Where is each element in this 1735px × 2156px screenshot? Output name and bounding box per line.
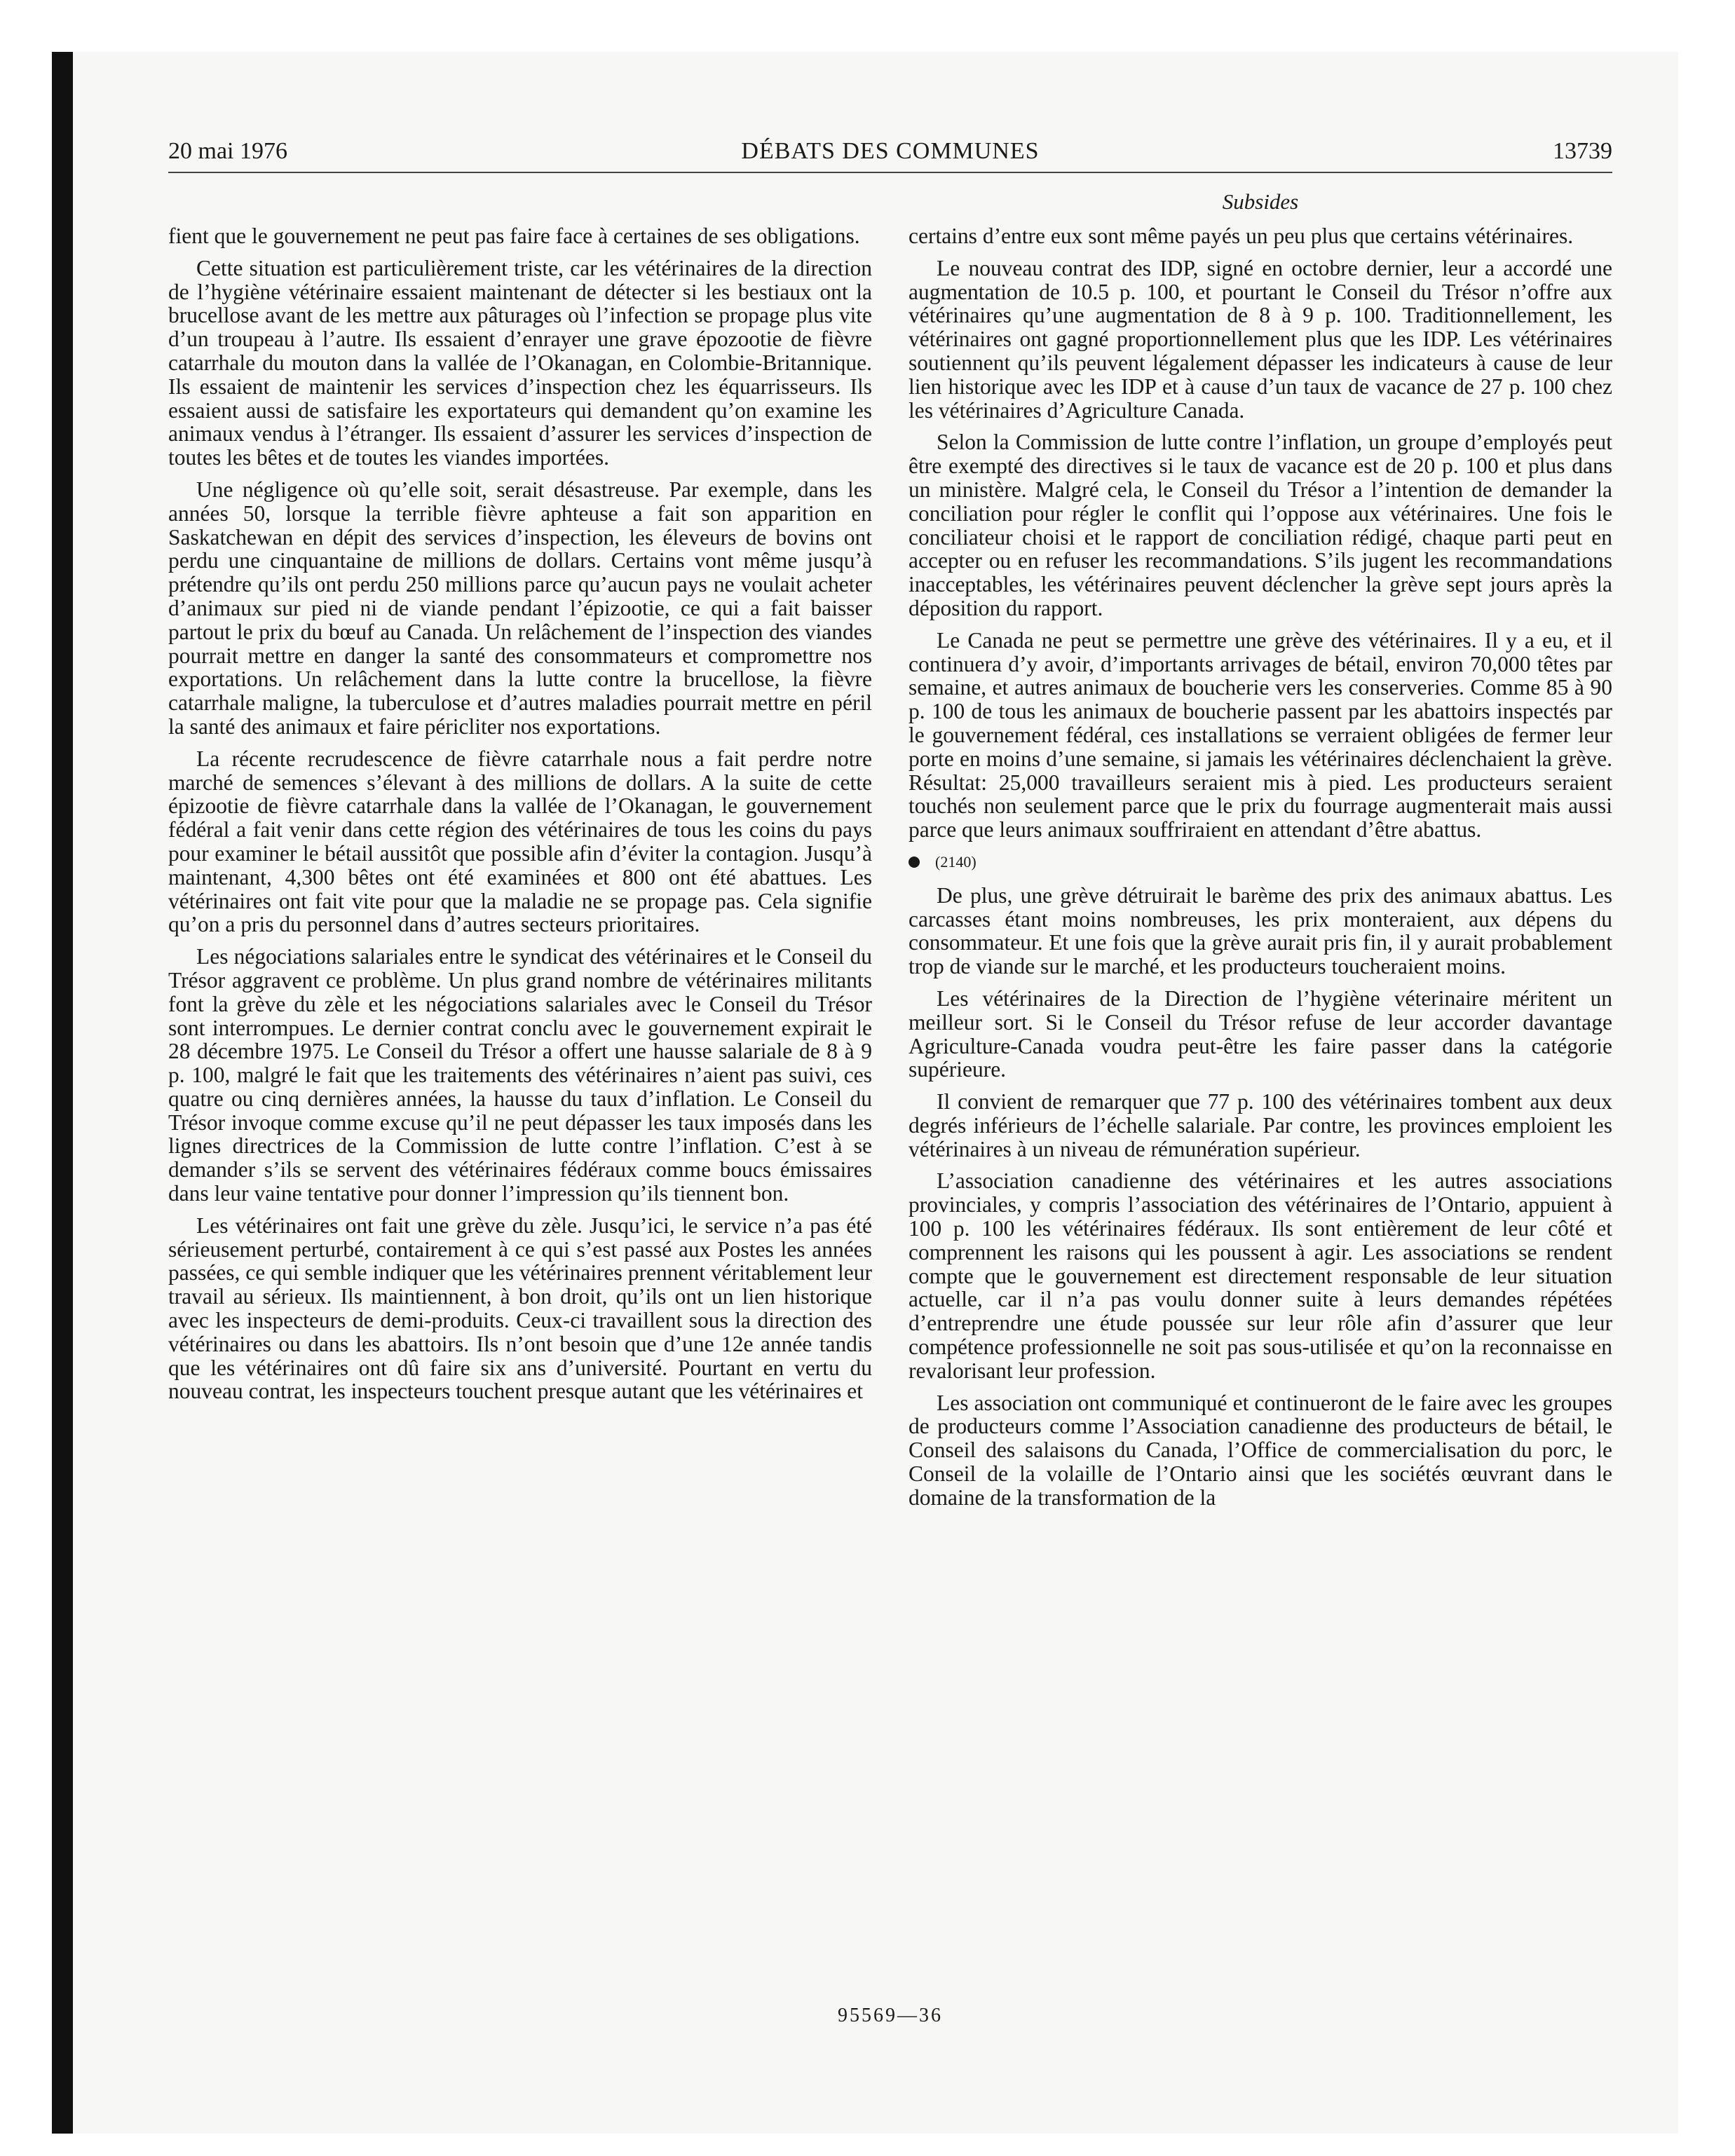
paragraph: Les vétérinaires de la Direction de l’hygiène véterinaire méritent un meilleur sort. Si le Conseil du Trésor refuse de leur accorder davantage Agriculture-Canada voudra peut-être les faire passer dans la catégorie supérieure. — [909, 985, 1612, 1082]
paragraph: Le nouveau contrat des IDP, signé en octobre dernier, leur a accordé une augmentation de 10.5 p. 100, et pourtant le Conseil du Trésor n’offre aux vétérinaires qu’une augmentation de 8 à 9 p. 100. Traditionnellement, les vétérinaires ont gagné proportionnellement plus que les IDP. Les vétérinaires soutiennent qu’ils peuvent légalement dépasser les indicateurs à cause de leur lien historique avec les IDP et à cause d’un taux de vacance de 27 p. 100 chez les vétérinaires d’Agriculture Canada. — [909, 255, 1612, 423]
paragraph: Les association ont communiqué et continueront de le faire avec les groupes de producteurs comme l’Association canadienne des producteurs de bétail, le Conseil des salaisons du Canada, l’Office de commercialisation du porc, le Conseil de la volaille de l’Ontario ainsi que les sociétés œuvrant dans le domaine de la transformation de la — [909, 1390, 1612, 1510]
paragraph: L’association canadienne des vétérinaires et les autres associations provinciales, y compris l’association des vétérinaires de l’Ontario, appuient à 100 p. 100 les vétérinaires fédéraux. Ils sont entièrement de leur côté et comprennent les raisons qui les poussent à agir. Les associations se rendent compte que le gouvernement est directement responsable de leur situation actuelle, car il n’a pas voulu donner suite à leurs demandes répétées d’entreprendre une étude poussée sur leur rôle afin d’assurer que leur compétence professionnelle ne soit pas sous-utilisée et qu’on la reconnaisse en revalorisant leur profession. — [909, 1168, 1612, 1383]
paragraph: Selon la Commission de lutte contre l’inflation, un groupe d’employés peut être exempté des directives si le taux de vacance est de 20 p. 100 et plus dans un ministère. Malgré cela, le Conseil du Trésor a l’intention de demander la conciliation pour régler le conflit qui l’oppose aux vétérinaires. Une fois le conciliateur choisi et le rapport de conciliation rédigé, chaque parti peut en accepter ou en refuser les recommandations. S’ils jugent les recommandations inacceptables, les vétérinaires peuvent déclencher la grève sept jours après la déposition du rapport. — [909, 430, 1612, 620]
header-rule — [168, 172, 1612, 173]
paragraph: Il convient de remarquer que 77 p. 100 des vétérinaires tombent aux deux degrés inférieurs de l’échelle salariale. Par contre, les provinces emploient les vétérinaires à un niveau de rémunération supérieur. — [909, 1089, 1612, 1161]
left-column — [168, 224, 872, 1412]
paragraph: Une négligence où qu’elle soit, serait désastreuse. Par exemple, dans les années 50, lorsque la terrible fièvre aphteuse a fait son apparition en Saskatchewan en dépit des services d’inspection, les éleveurs de bovins ont perdu une cinquantaine de millions de dollars. Certains vont même jusqu’à prétendre qu’ils ont perdu 250 millions parce qu’aucun pays ne voulait acheter d’animaux sur pied ni de viande pendant l’épizootie, ce qui a fait baisser partout le prix du bœuf au Canada. Un relâchement de l’inspection des viandes pourrait mettre en danger la santé des consommateurs et compromettre nos exportations. Un relâchement dans la lutte contre la brucellose, la fièvre catarrhale maligne, la tuberculose et d’autres maladies pourrait mettre en péril la santé des animaux et faire péricliter nos exportations. — [168, 477, 872, 739]
paragraph: Les vétérinaires ont fait une grève du zèle. Jusqu’ici, le service n’a pas été sérieusement perturbé, contairement à ce qui s’est passé aux Postes les années passées, ce qui semble indiquer que les vétérinaires prennent véritablement leur travail au sérieux. Ils maintiennent, à bon droit, qu’ils ont un lien historique avec les inspecteurs de demi-produits. Ceux-ci travaillent sous la direction des vétérinaires ou dans les abattoirs. Ils n’ont besoin que d’une 12e année tandis que les vétérinaires ont dû faire six ans d’université. Pourtant en vertu du nouveau contrat, les inspecteurs touchent presque autant que les vétérinaires et — [168, 1213, 872, 1404]
time-marker-label: (2140) — [935, 852, 977, 871]
header-date: 20 mai 1976 — [168, 138, 287, 164]
paragraph: certains d’entre eux sont même payés un peu plus que certains vétérinaires. — [909, 224, 1574, 248]
section-heading: Subsides — [1222, 189, 1299, 214]
running-header — [168, 133, 1612, 170]
paragraph: Cette situation est particulièrement triste, car les vétérinaires de la direction de l’hygiène vétérinaire essaient maintenant de détecter si les bestiaux ont la brucellose avant de les mettre aux pâturages où l’infection se propage plus vite d’un troupeau à l’autre. Ils essaient d’enrayer une grave épozootie de fièvre catarrhale du mouton dans la vallée de l’Okanagan, en Colombie-Britannique. Ils essaient de maintenir les services d’inspection chez les équarrisseurs. Ils essaient aussi de satisfaire les exportateurs qui demandent qu’on examine les animaux vendus à l’étranger. Ils essaient d’assurer les services d’inspection de toutes les bêtes et de toutes les viandes importées. — [168, 255, 872, 470]
binding-edge — [52, 52, 73, 2134]
header-page-number: 13739 — [1553, 138, 1612, 164]
right-column — [909, 224, 1612, 1518]
paragraph: La récente recrudescence de fièvre catarrhale nous a fait perdre notre marché de semences s’élevant à des millions de dollars. A la suite de cette épizootie de fièvre catarrhale dans la vallée de l’Okanagan, le gouvernement fédéral a fait venir dans cette région des vétérinaires de tous les coins du pays pour examiner le bétail aussitôt que possible afin d’éviter la contagion. Jusqu’à maintenant, 4,300 bêtes ont été examinées et 800 ont été abattues. Les vétérinaires ont fait vite pour que la maladie ne se propage pas. Cela signifie qu’on a pris du personnel dans d’autres secteurs prioritaires. — [168, 746, 872, 937]
paragraph: Le Canada ne peut se permettre une grève des vétérinaires. Il y a eu, et il continuera d’y avoir, d’importants arrivages de bétail, environ 70,000 têtes par semaine, et autres animaux de boucherie vers les conserveries. Comme 85 à 90 p. 100 de tous les animaux de boucherie passent par les abattoirs inspectés par le gouvernement fédéral, ces installations se verraient obligées de fermer leur porte en moins d’une semaine, si jamais les vétérinaires déclenchaient la grève. Résultat: 25,000 travailleurs seraient mis à pied. Les producteurs seraient touchés non seulement parce que le prix du fourrage augmenterait mais aussi parce que leurs animaux souffriraient en attendant d’être abattus. — [909, 627, 1612, 842]
footer-code: 95569—36 — [838, 2005, 943, 2026]
time-marker — [909, 850, 1612, 874]
paragraph: Les négociations salariales entre le syndicat des vétérinaires et le Conseil du Trésor aggravent ce problème. Un plus grand nombre de vétérinaires militants font la grève du zèle et les négociations salariales avec le Conseil du Trésor sont interrompues. Le dernier contrat conclu avec le gouvernement expirait le 28 décembre 1975. Le Conseil du Trésor a offert une hausse salariale de 8 à 9 p. 100, malgré le fait que les traitements des vétérinaires n’aient pas suivi, ces quatre ou cinq dernières années, la hausse du taux d’inflation. Le Conseil du Trésor invoque comme excuse qu’il ne peut dépasser les taux imposés dans les lignes directrices de la Commission de lutte contre l’inflation. C’est à se demander s’ils se servent des vétérinaires fédéraux comme boucs émissaires dans leur vaine tentative pour donner l’impression qu’ils tiennent bon. — [168, 944, 872, 1206]
header-title: DÉBATS DES COMMUNES — [741, 138, 1040, 164]
bullet-dot-icon — [909, 857, 920, 868]
paragraph: De plus, une grève détruirait le barème des prix des animaux abattus. Les carcasses étant moins nombreuses, les prix monteraient, aux dépens du consommateur. Et une fois que la grève aurait pris fin, il y aurait probablement trop de viande sur le marché, et les producteurs toucheraient moins. — [909, 882, 1612, 979]
paragraph: fient que le gouvernement ne peut pas faire face à certaines de ses obligations. — [168, 224, 860, 248]
